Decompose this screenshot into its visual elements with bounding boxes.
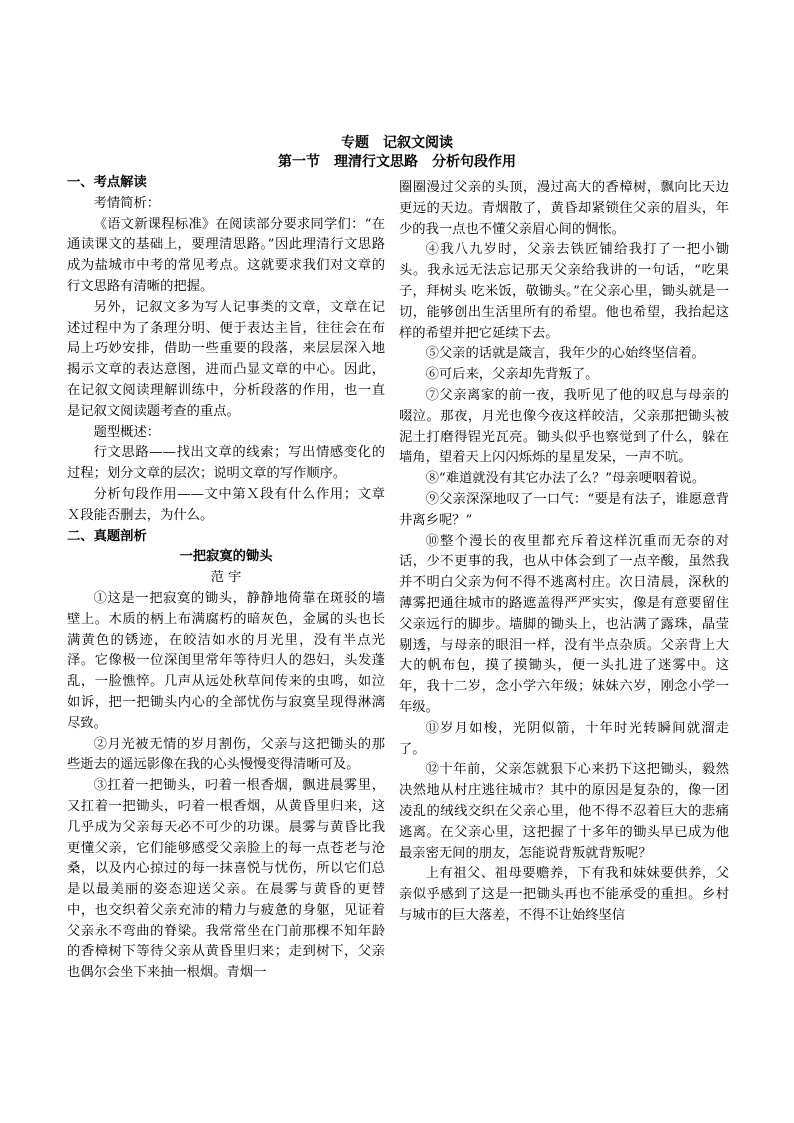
essay-paragraph: ⑤父亲的话就是箴言，我年少的心始终坚信着。 — [425, 346, 705, 362]
paragraph-label: 题型概述： — [93, 424, 161, 440]
essay-paragraph: ⑨父亲深深地叹了一口气：“要是有法子，谁愿意背井离乡呢？” — [399, 491, 729, 528]
document-title: 专题 记叙文阅读 — [341, 135, 453, 151]
essay-paragraph: ①这是一把寂寞的锄头，静静地倚靠在斑驳的墙壁上。木质的柄上布满腐朽的暗灰色，金属的头也长满黄色的锈迹，在皎洁如水的月光里，没有半点光泽。它像极一位深闺里常年等待归人的怨妇，头发蓬乱，一脸憔悴。几声从远处秋草间传来的虫鸣，如泣如诉，把一把锄头内心的全部忧伤与寂寞呈现得淋漓尽致。 — [67, 590, 385, 731]
essay-paragraph: 圈圈漫过父亲的头顶，漫过高大的香樟树，飘向比天边更远的天边。青烟散了，黄昏却紧锁住父亲的眉头，年少的我一点也不懂父亲眉心间的惆怅。 — [399, 180, 729, 237]
right-column — [399, 178, 729, 927]
essay-paragraph: ④我八九岁时，父亲去铁匠铺给我打了一把小锄头。我永远无法忘记那天父亲给我讲的一句话，“吃果子，拜树头 吃米饭，敬锄头。”在父亲心里，锄头就是一切，能够创出生活里所有的希望。他也希望，我抬起这样的希望并把它延续下去。 — [399, 242, 729, 341]
section-heading-1: 一、考点解读 — [67, 175, 147, 190]
paragraph: 行文思路——找出文章的线索；写出情感变化的过程；划分文章的层次；说明文章的写作顺序。 — [67, 445, 385, 482]
paragraph: 分析句段作用——文中第Ｘ段有什么作用；文章Ｘ段能否删去，为什么。 — [67, 486, 385, 523]
essay-paragraph: ⑧“难道就没有其它办法了么？”母亲哽咽着说。 — [425, 471, 706, 487]
left-column — [67, 173, 385, 984]
section-heading-2: 二、真题剖析 — [67, 528, 147, 544]
essay-title: 一把寂寞的锄头 — [179, 549, 273, 565]
essay-paragraph: ③扛着一把锄头，叼着一根香烟，飘进晨雾里，又扛着一把锄头，叼着一根香烟，从黄昏里归来，这几乎成为父亲每天必不可少的功课。晨雾与黄昏比我更懂父亲，它们能够感受父亲脸上的每一点苍老与沧桑，以及内心掠过的每一抹喜悦与忧伤，所以它们总是以最美丽的姿态迎送父亲。在晨雾与黄昏的更替中，也交织着父亲充沛的精力与疲惫的身躯，见证着父亲永不弯曲的脊梁。我常常坐在门前那棵不知年龄的香樟树下等待父亲从黄昏里归来；走到树下，父亲也偶尔会坐下来抽一根烟。青烟一 — [67, 778, 385, 981]
document-subtitle: 第一节 理清行文思路 分析句段作用 — [278, 154, 516, 170]
paragraph: 另外，记叙文多为写人记事类的文章，文章在记述过程中为了条理分明、便于表达主旨，往往会在布局上巧妙安排，借助一些重要的段落，来层层深入地揭示文章的表达意图，进而凸显文章的中心。因此，在记叙文阅读理解训练中，分析段落的作用，也一直是记叙文阅读题考查的重点。 — [67, 299, 385, 419]
essay-paragraph: ⑦父亲离家的前一夜，我听见了他的叹息与母亲的啜泣。那夜，月光也像今夜这样皎洁，父亲那把锄头被泥土打磨得锃光瓦亮。锄头似乎也察觉到了什么，躲在墙角，望着天上闪闪烁烁的星星发呆，一声不吭。 — [399, 387, 729, 466]
essay-paragraph: ②月光被无情的岁月割伤，父亲与这把锄头的那些逝去的遥远影像在我的心头慢慢变得清晰可及。 — [67, 736, 385, 773]
paragraph: 《语文新课程标准》在阅读部分要求同学们：“在通读课文的基础上，要理清思路。”因此理清行文思路成为盐城市中考的常见考点。这就要求我们对文章的行文思路有清晰的把握。 — [67, 216, 385, 294]
essay-paragraph: ⑥可后来，父亲却先背叛了。 — [425, 367, 599, 383]
essay-paragraph: ⑫十年前，父亲怎就狠下心来扔下这把锄头，毅然决然地从村庄逃往城市？其中的原因是复杂的，像一团凌乱的绒线交织在父亲心里，他不得不忍着巨大的悲痛逃离。在父亲心里，这把握了十多年的锄头早已成为他最亲密无间的朋友，怎能说背叛就背叛呢？ — [399, 762, 729, 861]
essay-paragraph: 上有祖父、祖母要赡养，下有我和妹妹要供养，父亲似乎感到了这是一把锄头再也不能承受的重担。乡村与城市的巨大落差，不得不让始终坚信 — [399, 866, 729, 923]
paragraph-label: 考情简析： — [93, 195, 161, 211]
essay-paragraph: ⑩整个漫长的夜里都充斥着这样沉重而无奈的对话，少不更事的我，也从中体会到了一点辛酸，虽然我并不明白父亲为何不得不逃离村庄。次日清晨，深秋的薄雾把通往城市的路遮盖得严严实实，像是有意要留住父亲远行的脚步。墙脚的锄头上，也沾满了露珠，晶莹剔透，与母亲的眼泪一样，没有半点杂质。父亲背上大大的帆布包，摸了摸锄头，便一头扎进了迷雾中。这年，我十二岁，念小学六年级；妹妹六岁，刚念小学一年级。 — [399, 533, 729, 715]
essay-author: 范 宇 — [210, 570, 242, 586]
essay-paragraph: ⑪岁月如梭，光阴似箭，十年时光转瞬间就溜走了。 — [399, 720, 729, 757]
